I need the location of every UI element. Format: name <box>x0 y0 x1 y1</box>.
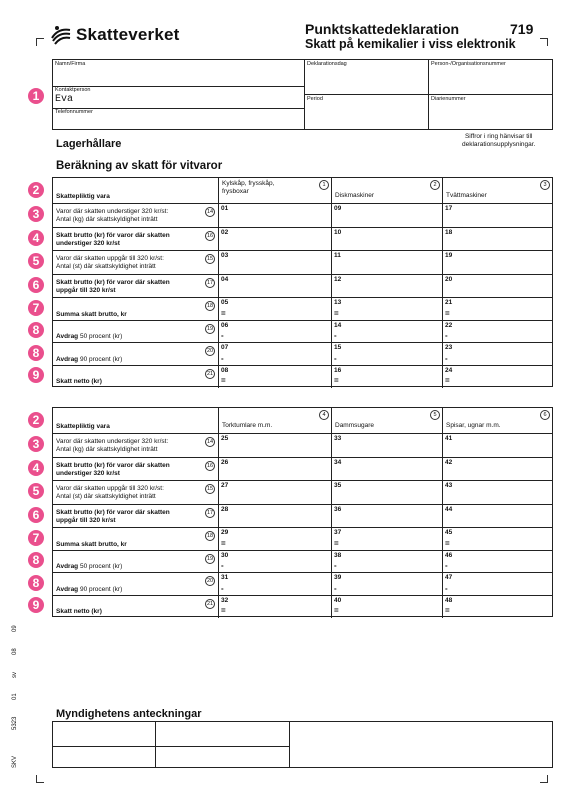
row-label <box>56 509 206 524</box>
cell-number: 48 <box>445 597 453 604</box>
row-label <box>56 586 206 594</box>
input-cell-36[interactable] <box>331 505 442 528</box>
cell-number: 27 <box>221 482 229 489</box>
input-cell-26[interactable] <box>218 458 331 481</box>
input-cell-45[interactable] <box>442 528 552 551</box>
cell-number: 02 <box>221 229 229 236</box>
cell-number: 16 <box>334 367 342 374</box>
reference-circle-16: 16 <box>206 463 214 469</box>
cell-operator: - <box>334 584 337 593</box>
row-label-line: uppgår till 320 kr/st <box>56 286 116 294</box>
input-cell-38[interactable] <box>331 551 442 573</box>
reference-circle-17: 17 <box>206 510 214 516</box>
period-field[interactable] <box>307 103 426 127</box>
row-label <box>56 279 206 294</box>
input-cell-22[interactable] <box>442 321 552 343</box>
cell-number: 44 <box>445 506 453 513</box>
reference-circle-4: 4 <box>319 410 329 420</box>
cell-number: 10 <box>334 229 342 236</box>
row-label-bold: Avdrag <box>56 333 79 340</box>
cell-number: 30 <box>221 552 229 559</box>
reference-circle-1: 1 <box>319 180 329 190</box>
row-badge: 8 <box>28 345 44 361</box>
reference-circle-16: 16 <box>206 233 214 239</box>
row-badge: 3 <box>28 206 44 222</box>
table-row <box>53 203 552 227</box>
cell-number: 13 <box>334 299 342 306</box>
crop-mark <box>36 38 44 46</box>
cell-operator: = <box>334 309 339 318</box>
column-header-line: frysboxar <box>222 187 249 195</box>
table-header-row <box>53 408 552 433</box>
cell-operator: = <box>334 606 339 615</box>
table-row <box>53 342 552 365</box>
row-badge: 6 <box>28 507 44 523</box>
input-cell-02[interactable] <box>218 228 331 251</box>
cell-number: 04 <box>221 276 229 283</box>
row-label-line: Varor där skatten uppgår till 320 kr/st: <box>56 255 164 262</box>
cell-number: 07 <box>221 344 229 351</box>
cell-number: 37 <box>334 529 342 536</box>
input-cell-34[interactable] <box>331 458 442 481</box>
row-label-rest: 90 procent (kr) <box>78 586 123 593</box>
cell-operator: - <box>221 354 224 363</box>
input-cell-10[interactable] <box>331 228 442 251</box>
reference-circle-3: 3 <box>540 180 550 190</box>
row-label-line: Varor där skatten uppgår till 320 kr/st: <box>56 485 164 492</box>
cell-number: 35 <box>334 482 342 489</box>
crop-mark <box>540 38 548 46</box>
cell-number: 01 <box>221 205 229 212</box>
cell-number: 19 <box>445 252 453 259</box>
reference-note: Siffror i ring hänvisar till deklarationsupplysningar. <box>462 133 536 148</box>
input-cell-48[interactable] <box>442 596 552 618</box>
cell-operator: - <box>445 584 448 593</box>
row-badge: 2 <box>28 182 44 198</box>
input-cell-37[interactable] <box>331 528 442 551</box>
reference-circle-19: 19 <box>206 326 214 332</box>
column-header: Spisar, ugnar m.m. <box>446 422 501 429</box>
row-badge: 8 <box>28 575 44 591</box>
input-cell-23[interactable] <box>442 343 552 366</box>
table-row <box>53 504 552 527</box>
cell-number: 17 <box>445 205 453 212</box>
side-code-text: sv <box>12 672 18 678</box>
input-cell-30[interactable] <box>218 551 331 573</box>
reference-circle-19: 19 <box>206 556 214 562</box>
section-heading: Beräkning av skatt för vitvaror <box>56 160 223 172</box>
input-cell-15[interactable] <box>331 343 442 366</box>
phone-label: Telefonnummer <box>55 109 93 115</box>
column-divider <box>218 178 219 203</box>
input-cell-04[interactable] <box>218 275 331 298</box>
input-cell-06[interactable] <box>218 321 331 343</box>
reference-circle-14: 14 <box>206 439 214 445</box>
cell-number: 28 <box>221 506 229 513</box>
input-cell-46[interactable] <box>442 551 552 573</box>
cell-number: 08 <box>221 367 229 374</box>
tax-table-1 <box>52 177 553 387</box>
column-header: Diskmaskiner <box>335 192 375 199</box>
declaration-date-field[interactable] <box>307 68 426 93</box>
input-cell-19[interactable] <box>442 251 552 275</box>
cell-number: 40 <box>334 597 342 604</box>
row-label-bold: Avdrag <box>56 356 79 363</box>
reference-circle-20: 20 <box>206 348 214 354</box>
table-row <box>53 572 552 595</box>
table-row <box>53 365 552 387</box>
row-label-line: Skattepliktig vara <box>56 423 110 430</box>
input-cell-07[interactable] <box>218 343 331 366</box>
column-header: Torktumlare m.m. <box>222 422 273 429</box>
input-cell-27[interactable] <box>218 481 331 505</box>
authority-notes-heading: Myndighetens anteckningar <box>56 708 202 720</box>
row-label-rest: 50 procent (kr) <box>78 333 123 340</box>
cell-number: 26 <box>221 459 229 466</box>
column-header: Dammsugare <box>335 422 375 429</box>
reference-circle-5: 5 <box>430 410 440 420</box>
form-title: Punktskattedeklaration <box>305 21 460 37</box>
input-cell-31[interactable] <box>218 573 331 596</box>
cell-number: 31 <box>221 574 229 581</box>
row-label: Skatt netto (kr) <box>56 378 102 385</box>
name-label: Namn/Firma <box>55 61 86 67</box>
cell-operator: - <box>334 331 337 340</box>
cell-number: 20 <box>445 276 453 283</box>
input-cell-32[interactable] <box>218 596 331 618</box>
reference-circle-15: 15 <box>206 486 214 492</box>
cell-operator: = <box>221 539 226 548</box>
name-field[interactable] <box>55 68 302 85</box>
reference-circle-20: 20 <box>206 578 214 584</box>
row-label <box>56 462 206 477</box>
row-badge: 4 <box>28 230 44 246</box>
table-header-row <box>53 178 552 203</box>
cell-number: 33 <box>334 435 342 442</box>
cell-number: 43 <box>445 482 453 489</box>
row-label-bold: Avdrag <box>56 563 79 570</box>
row-label-line: uppgår till 320 kr/st <box>56 516 116 524</box>
input-cell-39[interactable] <box>331 573 442 596</box>
reference-circle-18: 18 <box>206 533 214 539</box>
cell-operator: = <box>445 309 450 318</box>
brand-name: Skatteverket <box>76 25 180 44</box>
crown-swirl-icon <box>50 24 72 46</box>
row-badge: 6 <box>28 277 44 293</box>
contact-field[interactable]: Eva <box>55 94 74 105</box>
row-badge: 3 <box>28 436 44 452</box>
row-label-rest: 90 procent (kr) <box>78 356 123 363</box>
cell-number: 36 <box>334 506 342 513</box>
cell-operator: - <box>221 331 224 340</box>
contact-label: Kontaktperson <box>55 87 91 93</box>
cell-operator: - <box>334 561 337 570</box>
row-badge: 2 <box>28 412 44 428</box>
personnr-label: Person-/Organisationsnummer <box>431 61 506 67</box>
side-code-text: 09 <box>12 625 18 632</box>
input-cell-13[interactable] <box>331 298 442 321</box>
column-divider <box>442 178 443 203</box>
crop-mark <box>540 775 548 783</box>
row-label-line: Antal (kg) där skattskyldighet inträtt <box>56 445 158 453</box>
diarienummer-label: Diarienummer <box>431 96 466 102</box>
reference-circle-15: 15 <box>206 256 214 262</box>
declaration-date-label: Deklarationsdag <box>307 61 347 67</box>
column-divider <box>331 408 332 433</box>
form-number: 719 <box>510 21 534 37</box>
input-cell-28[interactable] <box>218 505 331 528</box>
side-code-text: 01 <box>12 693 18 700</box>
table-row <box>53 320 552 342</box>
table-row <box>53 433 552 457</box>
header-badge: 1 <box>28 88 44 104</box>
input-cell-44[interactable] <box>442 505 552 528</box>
input-cell-20[interactable] <box>442 275 552 298</box>
row-label <box>56 356 206 364</box>
input-cell-01[interactable] <box>218 204 331 228</box>
cell-operator: - <box>334 354 337 363</box>
row-label-line: understiger 320 kr/st <box>56 469 120 477</box>
input-cell-43[interactable] <box>442 481 552 505</box>
authority-notes-box <box>52 721 553 768</box>
row-badge: 9 <box>28 367 44 383</box>
cell-number: 46 <box>445 552 453 559</box>
input-cell-03[interactable] <box>218 251 331 275</box>
column-header: Tvättmaskiner <box>446 192 487 199</box>
cell-operator: - <box>445 354 448 363</box>
cell-operator: = <box>334 376 339 385</box>
cell-number: 12 <box>334 276 342 283</box>
cell-operator: = <box>221 606 226 615</box>
table-row <box>53 227 552 250</box>
input-cell-11[interactable] <box>331 251 442 275</box>
column-label-vara <box>56 193 206 201</box>
row-label-line: Skatt brutto (kr) för varor där skatten <box>56 462 170 469</box>
phone-field[interactable] <box>55 116 302 128</box>
reference-circle-21: 21 <box>206 371 214 377</box>
cell-number: 34 <box>334 459 342 466</box>
diarienummer-field[interactable] <box>431 103 551 127</box>
row-badge: 5 <box>28 253 44 269</box>
row-label-line: Varor där skatten understiger 320 kr/st: <box>56 438 169 445</box>
column-header <box>222 180 319 195</box>
table-row <box>53 550 552 572</box>
cell-number: 29 <box>221 529 229 536</box>
row-label-line: Skatt brutto (kr) för varor där skatten <box>56 279 170 286</box>
table-row <box>53 595 552 617</box>
row-label-line: Antal (kg) där skattskyldighet inträtt <box>56 215 158 223</box>
reference-circle-2: 2 <box>430 180 440 190</box>
row-label <box>56 208 206 223</box>
row-label-line: Skattepliktig vara <box>56 193 110 200</box>
cell-number: 24 <box>445 367 453 374</box>
input-cell-42[interactable] <box>442 458 552 481</box>
input-cell-05[interactable] <box>218 298 331 321</box>
input-cell-21[interactable] <box>442 298 552 321</box>
table-row <box>53 250 552 274</box>
row-badge: 8 <box>28 552 44 568</box>
row-label-line: Antal (st) där skattskyldighet inträtt <box>56 262 156 270</box>
cell-operator: = <box>221 376 226 385</box>
period-label: Period <box>307 96 323 102</box>
input-cell-16[interactable] <box>331 366 442 388</box>
row-badge: 7 <box>28 300 44 316</box>
crop-mark <box>36 775 44 783</box>
side-code-text: 08 <box>12 648 18 655</box>
cell-operator: - <box>445 331 448 340</box>
cell-operator: - <box>221 584 224 593</box>
cell-operator: - <box>221 561 224 570</box>
tax-table-2 <box>52 407 553 617</box>
row-label <box>56 485 206 500</box>
reference-circle-6: 6 <box>540 410 550 420</box>
input-cell-08[interactable] <box>218 366 331 388</box>
side-code-text: 5323 <box>12 716 18 730</box>
row-label-line: understiger 320 kr/st <box>56 239 120 247</box>
cell-number: 41 <box>445 435 453 442</box>
row-label <box>56 232 206 247</box>
row-label <box>56 438 206 453</box>
column-header-line: Kylskåp, frysskåp, <box>222 180 275 187</box>
personnr-field[interactable] <box>431 68 551 93</box>
cell-number: 06 <box>221 322 229 329</box>
skatteverket-logo <box>50 20 180 50</box>
column-divider <box>331 178 332 203</box>
column-label-vara <box>56 423 206 431</box>
cell-number: 11 <box>334 252 341 259</box>
input-cell-25[interactable] <box>218 434 331 458</box>
row-label-line: Skatt brutto (kr) för varor där skatten <box>56 232 170 239</box>
input-cell-29[interactable] <box>218 528 331 551</box>
cell-number: 03 <box>221 252 229 259</box>
row-label <box>56 333 206 341</box>
cell-number: 09 <box>334 205 342 212</box>
cell-number: 32 <box>221 597 229 604</box>
cell-number: 47 <box>445 574 453 581</box>
reference-circle-21: 21 <box>206 601 214 607</box>
input-cell-35[interactable] <box>331 481 442 505</box>
input-cell-17[interactable] <box>442 204 552 228</box>
cell-number: 14 <box>334 322 342 329</box>
input-cell-41[interactable] <box>442 434 552 458</box>
row-label <box>56 255 206 270</box>
row-label-line: Skatt brutto (kr) för varor där skatten <box>56 509 170 516</box>
cell-operator: = <box>445 539 450 548</box>
table-row <box>53 297 552 320</box>
cell-operator: = <box>445 606 450 615</box>
row-label-bold: Avdrag <box>56 586 79 593</box>
section-lagerhallare: Lagerhållare <box>56 138 122 150</box>
cell-number: 39 <box>334 574 342 581</box>
row-badge: 5 <box>28 483 44 499</box>
row-label: Summa skatt brutto, kr <box>56 311 127 318</box>
row-label-rest: 50 procent (kr) <box>78 563 123 570</box>
cell-number: 42 <box>445 459 453 466</box>
cell-number: 18 <box>445 229 453 236</box>
row-label-line: Antal (st) där skattskyldighet inträtt <box>56 492 156 500</box>
reference-circle-17: 17 <box>206 280 214 286</box>
column-divider <box>218 408 219 433</box>
cell-number: 45 <box>445 529 453 536</box>
side-code-text: SKV <box>12 755 18 768</box>
reference-circle-18: 18 <box>206 303 214 309</box>
row-label: Skatt netto (kr) <box>56 608 102 615</box>
table-row <box>53 457 552 480</box>
cell-number: 22 <box>445 322 453 329</box>
cell-number: 38 <box>334 552 342 559</box>
cell-number: 05 <box>221 299 229 306</box>
form-subtitle: Skatt på kemikalier i viss elektronik <box>305 37 516 51</box>
row-label-line: Varor där skatten understiger 320 kr/st: <box>56 208 169 215</box>
input-cell-40[interactable] <box>331 596 442 618</box>
cell-operator: = <box>445 376 450 385</box>
cell-number: 21 <box>445 299 453 306</box>
input-cell-14[interactable] <box>331 321 442 343</box>
row-label <box>56 563 206 571</box>
row-badge: 7 <box>28 530 44 546</box>
table-row <box>53 480 552 504</box>
cell-number: 25 <box>221 435 229 442</box>
cell-number: 23 <box>445 344 453 351</box>
input-cell-18[interactable] <box>442 228 552 251</box>
table-row <box>53 274 552 297</box>
input-cell-24[interactable] <box>442 366 552 388</box>
cell-operator: = <box>334 539 339 548</box>
row-label: Summa skatt brutto, kr <box>56 541 127 548</box>
input-cell-47[interactable] <box>442 573 552 596</box>
column-divider <box>442 408 443 433</box>
cell-number: 15 <box>334 344 342 351</box>
input-cell-33[interactable] <box>331 434 442 458</box>
input-cell-09[interactable] <box>331 204 442 228</box>
input-cell-12[interactable] <box>331 275 442 298</box>
table-row <box>53 527 552 550</box>
cell-operator: - <box>445 561 448 570</box>
cell-operator: = <box>221 309 226 318</box>
row-badge: 9 <box>28 597 44 613</box>
reference-circle-14: 14 <box>206 209 214 215</box>
row-badge: 4 <box>28 460 44 476</box>
row-badge: 8 <box>28 322 44 338</box>
header-box <box>52 59 553 130</box>
